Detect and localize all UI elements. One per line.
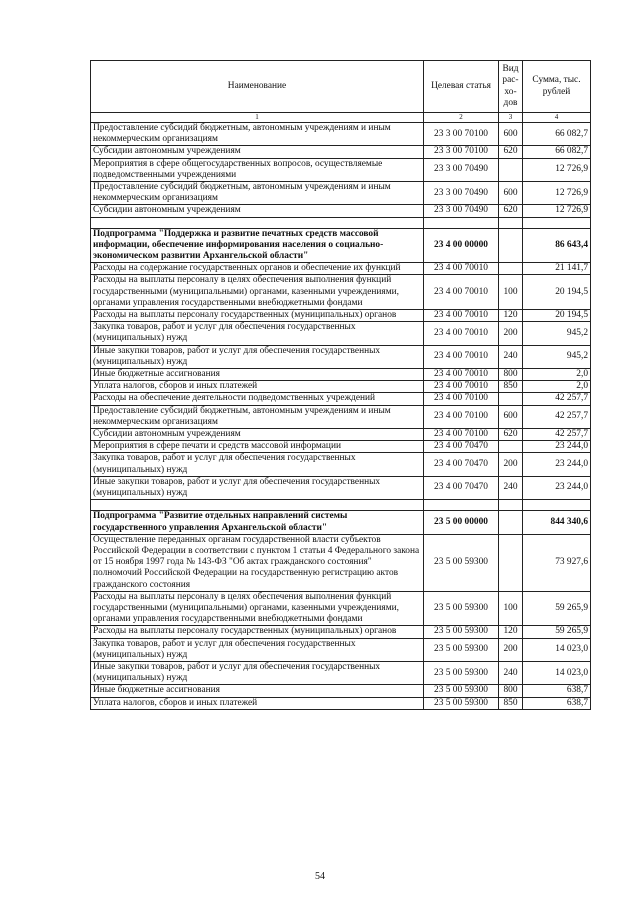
cell-target-article: 23 5 00 59300 <box>424 638 499 661</box>
table-body <box>91 123 591 710</box>
table-row <box>91 275 591 310</box>
cell-amount: 23 244,0 <box>523 476 591 499</box>
cell-name: Расходы на выплаты персоналу в целях обеспечения выполнения функций государственными (муниципальными) органами, казенными учреждениями, органами управления государственными внебюджетными фондами <box>91 275 424 310</box>
table-header-row <box>91 61 591 113</box>
cell-name: Расходы на содержание государственных органов и обеспечение их функций <box>91 263 424 275</box>
cell-amount: 14 023,0 <box>523 661 591 684</box>
table-row <box>91 182 591 205</box>
cell-name: Субсидии автономным учреждениям <box>91 146 424 158</box>
cell-name: Мероприятия в сфере общегосударственных вопросов, осуществляемые подведомственными учреждениями <box>91 158 424 181</box>
table-row <box>91 146 591 158</box>
subprogram-row <box>91 511 591 534</box>
cell-name: Иные закупки товаров, работ и услуг для обеспечения государственных (муниципальных) нужд <box>91 345 424 368</box>
cell-name: Уплата налогов, сборов и иных платежей <box>91 381 424 393</box>
cell-expense-type <box>499 534 523 591</box>
table-row <box>91 205 591 217</box>
cell-name: Закупка товаров, работ и услуг для обеспечения государственных (муниципальных) нужд <box>91 638 424 661</box>
cell-name: Расходы на выплаты персоналу государственных (муниципальных) органов <box>91 626 424 638</box>
cell-name: Подпрограмма "Поддержка и развитие печатных средств массовой информации, обеспечение информирования населения о социально-экономическом развитии Архангельской области" <box>91 228 424 263</box>
cell-target-article: 23 4 00 70470 <box>424 453 499 476</box>
cell-expense-type <box>499 158 523 181</box>
table-row <box>91 429 591 441</box>
cell-amount: 59 265,9 <box>523 626 591 638</box>
table-row <box>91 405 591 428</box>
cell-amount: 21 141,7 <box>523 263 591 275</box>
table-row <box>91 476 591 499</box>
cell-amount: 42 257,7 <box>523 429 591 441</box>
cell-expense-type: 850 <box>499 381 523 393</box>
table-row <box>91 638 591 661</box>
cell-target-article: 23 5 00 59300 <box>424 591 499 626</box>
table-row <box>91 626 591 638</box>
cell-expense-type: 800 <box>499 369 523 381</box>
cell-expense-type: 120 <box>499 626 523 638</box>
spacer-cell <box>91 217 424 228</box>
cell-amount: 12 726,9 <box>523 158 591 181</box>
cell-target-article: 23 3 00 70490 <box>424 182 499 205</box>
cell-target-article: 23 3 00 70490 <box>424 158 499 181</box>
cell-expense-type: 240 <box>499 345 523 368</box>
cell-expense-type: 100 <box>499 591 523 626</box>
cell-amount: 20 194,5 <box>523 310 591 322</box>
cell-expense-type: 600 <box>499 123 523 146</box>
cell-name: Закупка товаров, работ и услуг для обеспечения государственных (муниципальных) нужд <box>91 322 424 345</box>
cell-amount: 2,0 <box>523 381 591 393</box>
table-row <box>91 310 591 322</box>
cell-expense-type <box>499 441 523 453</box>
cell-expense-type <box>499 393 523 405</box>
cell-expense-type: 600 <box>499 182 523 205</box>
cell-amount: 12 726,9 <box>523 182 591 205</box>
cell-expense-type <box>499 511 523 534</box>
cell-amount: 42 257,7 <box>523 393 591 405</box>
table-row <box>91 158 591 181</box>
cell-expense-type: 620 <box>499 205 523 217</box>
cell-name: Иные закупки товаров, работ и услуг для обеспечения государственных (муниципальных) нужд <box>91 661 424 684</box>
header-code: Целевая статья <box>424 61 499 113</box>
table-row <box>91 322 591 345</box>
cell-expense-type <box>499 228 523 263</box>
cell-name: Иные закупки товаров, работ и услуг для обеспечения государственных (муниципальных) нужд <box>91 476 424 499</box>
cell-amount: 23 244,0 <box>523 453 591 476</box>
header-name: Наименование <box>91 61 424 113</box>
column-number: 1 <box>91 113 424 123</box>
cell-name: Иные бюджетные ассигнования <box>91 685 424 697</box>
cell-amount: 42 257,7 <box>523 405 591 428</box>
cell-name: Закупка товаров, работ и услуг для обеспечения государственных (муниципальных) нужд <box>91 453 424 476</box>
table-row <box>91 263 591 275</box>
cell-target-article: 23 4 00 70470 <box>424 441 499 453</box>
spacer-row <box>91 500 591 511</box>
cell-amount: 638,7 <box>523 697 591 709</box>
cell-amount: 59 265,9 <box>523 591 591 626</box>
cell-target-article: 23 3 00 70490 <box>424 205 499 217</box>
subprogram-row <box>91 228 591 263</box>
cell-target-article: 23 4 00 70010 <box>424 275 499 310</box>
cell-target-article: 23 3 00 70100 <box>424 146 499 158</box>
document-page <box>90 60 590 710</box>
spacer-cell <box>499 500 523 511</box>
budget-table <box>90 60 591 710</box>
cell-name: Предоставление субсидий бюджетным, автономным учреждениям и иным некоммерческим организациям <box>91 182 424 205</box>
cell-target-article: 23 5 00 59300 <box>424 626 499 638</box>
cell-expense-type: 620 <box>499 146 523 158</box>
spacer-cell <box>523 500 591 511</box>
cell-amount: 73 927,6 <box>523 534 591 591</box>
table-row <box>91 369 591 381</box>
cell-target-article: 23 4 00 00000 <box>424 228 499 263</box>
cell-name: Расходы на выплаты персоналу государственных (муниципальных) органов <box>91 310 424 322</box>
table-row <box>91 453 591 476</box>
cell-target-article: 23 4 00 70010 <box>424 310 499 322</box>
cell-amount: 945,2 <box>523 345 591 368</box>
cell-target-article: 23 3 00 70100 <box>424 123 499 146</box>
header-vid: Вид рас-хо-дов <box>499 61 523 113</box>
cell-target-article: 23 5 00 59300 <box>424 661 499 684</box>
cell-target-article: 23 4 00 70010 <box>424 369 499 381</box>
cell-name: Уплата налогов, сборов и иных платежей <box>91 697 424 709</box>
cell-expense-type <box>499 263 523 275</box>
cell-target-article: 23 4 00 70010 <box>424 345 499 368</box>
cell-amount: 86 643,4 <box>523 228 591 263</box>
cell-target-article: 23 5 00 59300 <box>424 685 499 697</box>
table-row <box>91 685 591 697</box>
table-row <box>91 661 591 684</box>
spacer-cell <box>523 217 591 228</box>
cell-expense-type: 200 <box>499 322 523 345</box>
cell-expense-type: 620 <box>499 429 523 441</box>
cell-expense-type: 800 <box>499 685 523 697</box>
column-number-row <box>91 113 591 123</box>
table-row <box>91 393 591 405</box>
spacer-cell <box>424 217 499 228</box>
cell-name: Расходы на обеспечение деятельности подведомственных учреждений <box>91 393 424 405</box>
column-number: 2 <box>424 113 499 123</box>
cell-target-article: 23 5 00 00000 <box>424 511 499 534</box>
cell-name: Предоставление субсидий бюджетным, автономным учреждениям и иным некоммерческим организациям <box>91 123 424 146</box>
cell-target-article: 23 5 00 59300 <box>424 534 499 591</box>
cell-amount: 844 340,6 <box>523 511 591 534</box>
cell-target-article: 23 4 00 70010 <box>424 381 499 393</box>
cell-amount: 945,2 <box>523 322 591 345</box>
cell-amount: 66 082,7 <box>523 123 591 146</box>
cell-name: Субсидии автономным учреждениям <box>91 205 424 217</box>
spacer-row <box>91 217 591 228</box>
table-row <box>91 345 591 368</box>
cell-amount: 20 194,5 <box>523 275 591 310</box>
spacer-cell <box>424 500 499 511</box>
cell-name: Расходы на выплаты персоналу в целях обеспечения выполнения функций государственными (муниципальными) органами, казенными учреждениями, органами управления государственными внебюджетными фондами <box>91 591 424 626</box>
cell-amount: 66 082,7 <box>523 146 591 158</box>
cell-target-article: 23 4 00 70100 <box>424 393 499 405</box>
table-row <box>91 123 591 146</box>
cell-target-article: 23 4 00 70010 <box>424 263 499 275</box>
cell-name: Осуществление переданных органам государственной власти субъектов Российской Федерации в соответствии с пунктом 1 статьи 4 Федерального закона от 15 ноября 1997 года № 143-ФЗ "Об актах гражданского состояния" полномочий Российской Федерации на государственную регистрацию актов гражданского состояния <box>91 534 424 591</box>
cell-name: Иные бюджетные ассигнования <box>91 369 424 381</box>
cell-name: Предоставление субсидий бюджетным, автономным учреждениям и иным некоммерческим организациям <box>91 405 424 428</box>
cell-amount: 23 244,0 <box>523 441 591 453</box>
cell-expense-type: 240 <box>499 476 523 499</box>
cell-target-article: 23 5 00 59300 <box>424 697 499 709</box>
spacer-cell <box>91 500 424 511</box>
cell-target-article: 23 4 00 70100 <box>424 405 499 428</box>
page-number: 54 <box>315 871 325 882</box>
cell-amount: 2,0 <box>523 369 591 381</box>
header-sum: Сумма, тыс. рублей <box>523 61 591 113</box>
cell-name: Мероприятия в сфере печати и средств массовой информации <box>91 441 424 453</box>
cell-expense-type: 850 <box>499 697 523 709</box>
cell-amount: 12 726,9 <box>523 205 591 217</box>
cell-target-article: 23 4 00 70100 <box>424 429 499 441</box>
cell-expense-type: 240 <box>499 661 523 684</box>
cell-expense-type: 100 <box>499 275 523 310</box>
cell-expense-type: 120 <box>499 310 523 322</box>
cell-expense-type: 600 <box>499 405 523 428</box>
cell-target-article: 23 4 00 70010 <box>424 322 499 345</box>
cell-amount: 14 023,0 <box>523 638 591 661</box>
table-row <box>91 441 591 453</box>
cell-expense-type: 200 <box>499 453 523 476</box>
cell-name: Субсидии автономным учреждениям <box>91 429 424 441</box>
column-number: 3 <box>499 113 523 123</box>
column-number: 4 <box>523 113 591 123</box>
cell-name: Подпрограмма "Развитие отдельных направлений системы государственного управления Архангельской области" <box>91 511 424 534</box>
cell-amount: 638,7 <box>523 685 591 697</box>
cell-expense-type: 200 <box>499 638 523 661</box>
table-row <box>91 381 591 393</box>
table-row <box>91 591 591 626</box>
cell-target-article: 23 4 00 70470 <box>424 476 499 499</box>
table-row <box>91 534 591 591</box>
spacer-cell <box>499 217 523 228</box>
table-row <box>91 697 591 709</box>
